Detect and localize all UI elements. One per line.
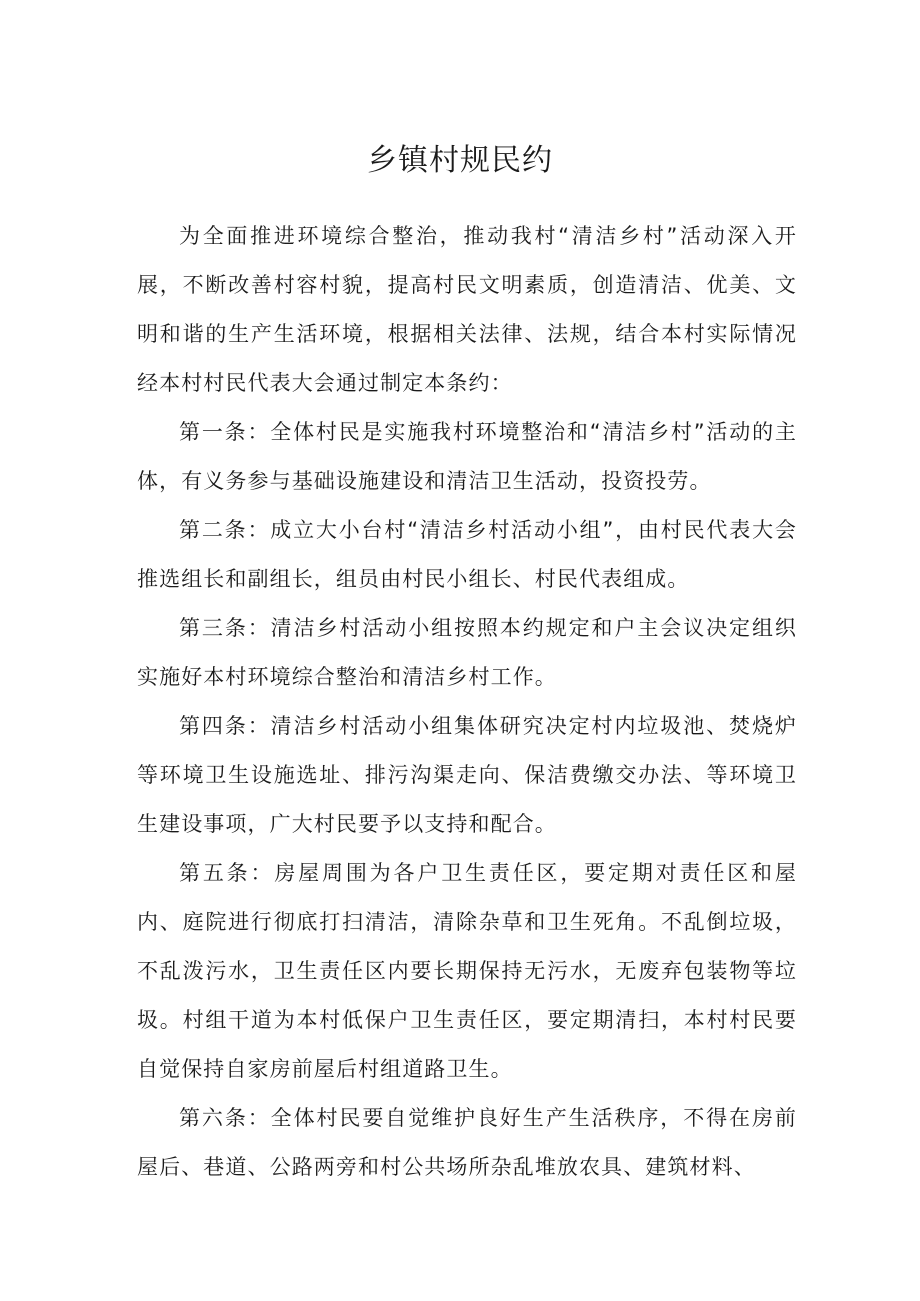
document-body [137,212,797,1192]
paragraph-article-4: 第四条：清洁乡村活动小组集体研究决定村内垃圾池、焚烧炉等环境卫生设施选址、排污沟渠走向、保洁费缴交办法、等环境卫生建设事项，广大村民要予以支持和配合。 [137,714,797,836]
paragraph-article-1: 第一条：全体村民是实施我村环境整治和“清洁乡村”活动的主体，有义务参与基础设施建设和清洁卫生活动，投资投劳。 [137,420,797,493]
paragraph-article-2: 第二条：成立大小台村“清洁乡村活动小组”，由村民代表大会推选组长和副组长，组员由村民小组长、村民代表组成。 [137,518,797,591]
paragraph-article-5: 第五条：房屋周围为各户卫生责任区，要定期对责任区和屋内、庭院进行彻底打扫清洁，清除杂草和卫生死角。不乱倒垃圾，不乱泼污水，卫生责任区内要长期保持无污水，无废弃包装物等垃圾。村组干道为本村低保户卫生责任区，要定期清扫，本村村民要自觉保持自家房前屋后村组道路卫生。 [137,861,797,1081]
paragraph-intro: 为全面推进环境综合整治，推动我村“清洁乡村”活动深入开展，不断改善村容村貌，提高村民文明素质，创造清洁、优美、文明和谐的生产生活环境，根据相关法律、法规，结合本村实际情况经本村村民代表大会通过制定本条约： [137,224,797,395]
paragraph-article-3: 第三条：清洁乡村活动小组按照本约规定和户主会议决定组织实施好本村环境综合整治和清洁乡村工作。 [137,616,797,689]
paragraph-article-6: 第六条：全体村民要自觉维护良好生产生活秩序，不得在房前屋后、巷道、公路两旁和村公共场所杂乱堆放农具、建筑材料、 [137,1106,797,1179]
document-title: 乡镇村规民约 [367,143,553,178]
